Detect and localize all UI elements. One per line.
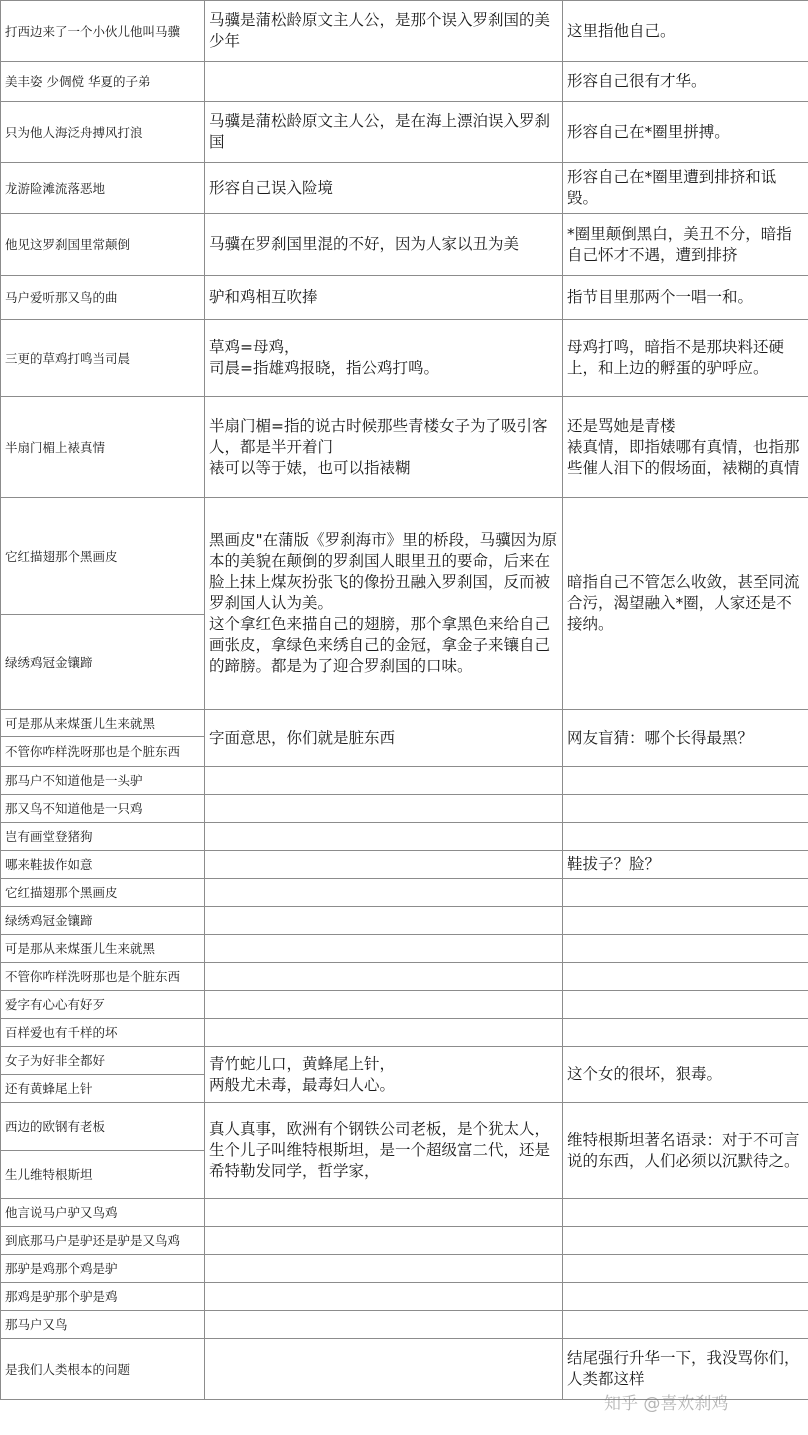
implication-cell-line: 裱真情，即指婊哪有真情，也指那些催人泪下的假场面，裱糊的真情	[567, 437, 800, 477]
meaning-cell-line: 字面意思，你们就是脏东西	[209, 728, 396, 747]
meaning-cell-line: 半扇门楣=指的说古时候那些青楼女子为了吸引客人，都是半开着门	[209, 416, 548, 456]
implication-cell-line: 这里指他自己。	[567, 21, 676, 40]
meaning-cell	[205, 276, 563, 320]
implication-cell-line: 母鸡打鸣，暗指不是那块料还硬上，和上边的孵蛋的驴呼应。	[567, 338, 785, 377]
implication-cell-line: 暗指自己不管怎么收敛，甚至同流合污，渴望融入*圈，人家还是不接纳。	[567, 573, 800, 633]
implication-cell	[563, 102, 808, 163]
implication-cell-line: 还是骂她是青楼	[567, 416, 676, 435]
lyric-cell: 他见这罗刹国里常颠倒	[1, 214, 205, 276]
meaning-cell	[205, 62, 563, 102]
implication-cell	[563, 935, 808, 963]
meaning-cell	[205, 710, 563, 767]
lyric-cell: 百样爱也有千样的坏	[1, 1019, 205, 1047]
table-row	[1, 935, 808, 963]
meaning-cell	[205, 1047, 563, 1103]
implication-cell	[563, 710, 808, 767]
table-row	[1, 276, 808, 320]
table-row	[1, 710, 808, 737]
meaning-cell-line: 马骥是蒲松龄原文主人公，是在海上漂泊误入罗刹国	[209, 112, 551, 151]
lyric-cell: 那鸡是驴那个驴是鸡	[1, 1283, 205, 1311]
table-row	[1, 879, 808, 907]
implication-cell	[563, 320, 808, 397]
table-row	[1, 1255, 808, 1283]
lyric-cell: 爱字有心心有好歹	[1, 991, 205, 1019]
lyric-cell: 龙游险滩流落恶地	[1, 163, 205, 214]
implication-cell	[563, 1283, 808, 1311]
implication-cell-line: *圈里颠倒黑白，美丑不分，暗指自己怀才不遇，遭到排挤	[567, 224, 792, 264]
lyric-cell: 女子为好非全都好	[1, 1047, 205, 1075]
table-row	[1, 1047, 808, 1075]
implication-cell	[563, 1, 808, 62]
meaning-cell	[205, 498, 563, 710]
lyric-cell: 那马户又鸟	[1, 1311, 205, 1339]
implication-cell	[563, 1047, 808, 1103]
table-row	[1, 851, 808, 879]
implication-cell-line: 网友盲猜：哪个长得最黑？	[567, 728, 754, 747]
lyric-cell: 那又鸟不知道他是一只鸡	[1, 795, 205, 823]
lyric-cell: 它红描翅那个黑画皮	[1, 879, 205, 907]
lyric-cell: 那驴是鸡那个鸡是驴	[1, 1255, 205, 1283]
implication-cell	[563, 1199, 808, 1227]
meaning-cell-line: 形容自己误入险境	[209, 178, 334, 197]
lyric-cell: 绿绣鸡冠金镶蹄	[1, 907, 205, 935]
meaning-cell	[205, 1339, 563, 1400]
table-row	[1, 62, 808, 102]
table-row	[1, 102, 808, 163]
implication-cell	[563, 498, 808, 710]
implication-cell	[563, 1103, 808, 1199]
implication-cell	[563, 907, 808, 935]
table-row	[1, 767, 808, 795]
meaning-cell-line: 两般尤未毒，最毒妇人心。	[209, 1075, 396, 1094]
table-row	[1, 320, 808, 397]
meaning-cell-line: 草鸡=母鸡，	[209, 338, 300, 356]
lyric-cell: 半扇门楣上裱真情	[1, 397, 205, 498]
meaning-cell	[205, 879, 563, 907]
meaning-cell	[205, 163, 563, 214]
meaning-cell-line: 裱可以等于婊，也可以指裱糊	[209, 458, 411, 477]
table-row	[1, 1019, 808, 1047]
implication-cell	[563, 767, 808, 795]
meaning-cell-line: 青竹蛇儿口，黄蜂尾上针，	[209, 1054, 396, 1073]
meaning-cell	[205, 851, 563, 879]
meaning-cell	[205, 214, 563, 276]
meaning-cell	[205, 1103, 563, 1199]
implication-cell	[563, 1019, 808, 1047]
lyric-cell: 只为他人海泛舟搏风打浪	[1, 102, 205, 163]
implication-cell-line: 鞋拔子？脸？	[567, 855, 661, 873]
meaning-cell-line: 黑画皮"在蒲版《罗刹海市》里的桥段，马骥因为原本的美貌在颠倒的罗刹国人眼里丑的要命，后来在脸上抹上煤灰扮张飞的像扮丑融入罗刹国，反而被罗刹国人认为美。	[209, 531, 558, 612]
implication-cell-line: 维特根斯坦著名语录：对于不可言说的东西，人们必须以沉默待之。	[567, 1130, 800, 1170]
meaning-cell-line: 驴和鸡相互吹捧	[209, 288, 318, 306]
table-row	[1, 1, 808, 62]
table-row	[1, 214, 808, 276]
table-row	[1, 823, 808, 851]
lyric-cell: 马户爱听那又鸟的曲	[1, 276, 205, 320]
implication-cell	[563, 851, 808, 879]
table-row	[1, 1339, 808, 1400]
lyric-cell: 绿绣鸡冠金镶蹄	[1, 615, 205, 710]
table-row	[1, 1103, 808, 1151]
table-row	[1, 795, 808, 823]
lyric-cell: 生儿维特根斯坦	[1, 1151, 205, 1199]
meaning-cell-line: 马骥在罗刹国里混的不好，因为人家以丑为美	[209, 235, 520, 253]
meaning-cell-line: 这个拿红色来描自己的翅膀，那个拿黑色来给自己画张皮，拿绿色来绣自己的金冠，拿金子来镶自己的蹄膀。都是为了迎合罗刹国的口味。	[209, 615, 551, 675]
meaning-cell	[205, 397, 563, 498]
lyric-cell: 可是那从来煤蛋儿生来就黑	[1, 935, 205, 963]
table-row	[1, 1227, 808, 1255]
lyric-cell: 他言说马户驴又鸟鸡	[1, 1199, 205, 1227]
meaning-cell	[205, 1283, 563, 1311]
table-row	[1, 1199, 808, 1227]
implication-cell	[563, 991, 808, 1019]
lyric-cell: 是我们人类根本的问题	[1, 1339, 205, 1400]
implication-cell-line: 形容自己在*圈里遭到排挤和诋毁。	[567, 168, 777, 207]
implication-cell	[563, 397, 808, 498]
lyric-cell: 岂有画堂登猪狗	[1, 823, 205, 851]
implication-cell	[563, 963, 808, 991]
meaning-cell	[205, 907, 563, 935]
meaning-cell	[205, 823, 563, 851]
meaning-cell	[205, 1019, 563, 1047]
meaning-cell-line: 马骥是蒲松龄原文主人公，是那个误入罗刹国的美少年	[209, 11, 551, 50]
meaning-cell	[205, 935, 563, 963]
table-row	[1, 963, 808, 991]
implication-cell	[563, 163, 808, 214]
implication-cell-line: 形容自己在*圈里拼搏。	[567, 122, 730, 141]
meaning-cell	[205, 795, 563, 823]
implication-cell-line: 形容自己很有才华。	[567, 72, 707, 90]
lyric-cell: 那马户不知道他是一头驴	[1, 767, 205, 795]
table-row	[1, 991, 808, 1019]
table-row	[1, 397, 808, 498]
table-row	[1, 907, 808, 935]
lyric-cell: 三更的草鸡打鸣当司晨	[1, 320, 205, 397]
implication-cell-line: 这个女的很坏，狠毒。	[567, 1065, 723, 1083]
implication-cell	[563, 823, 808, 851]
meaning-cell	[205, 102, 563, 163]
meaning-cell	[205, 1199, 563, 1227]
table-body	[1, 1, 808, 1400]
lyric-cell: 它红描翅那个黑画皮	[1, 498, 205, 615]
lyric-cell: 到底那马户是驴还是驴是又鸟鸡	[1, 1227, 205, 1255]
meaning-cell	[205, 1227, 563, 1255]
table-row	[1, 1311, 808, 1339]
table-row	[1, 1283, 808, 1311]
meaning-cell	[205, 320, 563, 397]
lyric-cell: 不管你咋样洗呀那也是个脏东西	[1, 963, 205, 991]
meaning-cell-line: 真人真事，欧洲有个钢铁公司老板，是个犹太人，生个儿子叫维特根斯坦，是一个超级富二代，还是希特勒发同学，哲学家，	[209, 1120, 551, 1180]
lyric-cell: 还有黄蜂尾上针	[1, 1075, 205, 1103]
lyric-cell: 哪来鞋拔作如意	[1, 851, 205, 879]
implication-cell-line: 结尾强行升华一下，我没骂你们，人类都这样	[567, 1349, 800, 1388]
meaning-cell	[205, 1, 563, 62]
meaning-cell	[205, 767, 563, 795]
lyric-cell: 不管你咋样洗呀那也是个脏东西	[1, 737, 205, 767]
implication-cell	[563, 795, 808, 823]
implication-cell	[563, 1255, 808, 1283]
table-row	[1, 163, 808, 214]
table-row	[1, 498, 808, 615]
implication-cell-line: 指节目里那两个一唱一和。	[567, 288, 754, 306]
implication-cell	[563, 879, 808, 907]
implication-cell	[563, 1311, 808, 1339]
lyric-cell: 打西边来了一个小伙儿他叫马骥	[1, 1, 205, 62]
implication-cell	[563, 214, 808, 276]
implication-cell	[563, 1227, 808, 1255]
lyric-cell: 可是那从来煤蛋儿生来就黑	[1, 710, 205, 737]
lyric-cell: 美丰姿 少倜傥 华夏的子弟	[1, 62, 205, 102]
meaning-cell	[205, 1311, 563, 1339]
meaning-cell-line: 司晨=指雄鸡报晓，指公鸡打鸣。	[209, 359, 439, 377]
implication-cell	[563, 1339, 808, 1400]
implication-cell	[563, 62, 808, 102]
zhihu-watermark: 知乎 @喜欢刹鸡	[604, 1394, 729, 1414]
implication-cell	[563, 276, 808, 320]
meaning-cell	[205, 963, 563, 991]
meaning-cell	[205, 1255, 563, 1283]
lyric-cell: 西边的欧钢有老板	[1, 1103, 205, 1151]
meaning-cell	[205, 991, 563, 1019]
